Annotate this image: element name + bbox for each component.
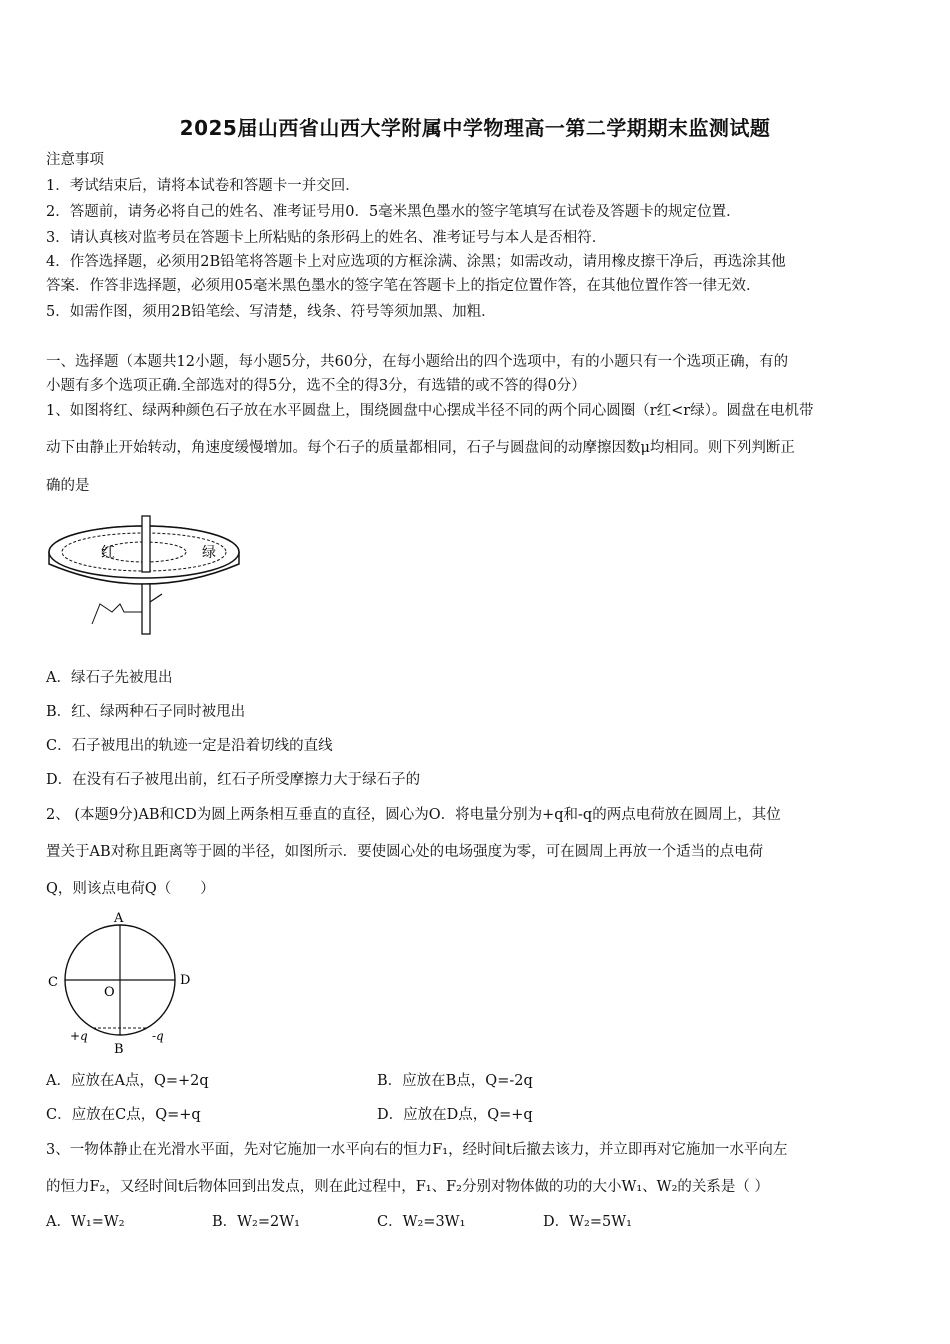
label-C: C [48,975,58,990]
option-c: C．石子被甩出的轨迹一定是沿着切线的直线 [46,738,333,754]
notice-item: 4．作答选择题，必须用2B铅笔将答题卡上对应选项的方框涂满、涂黑；如需改动，请用橡皮擦干净后，再选涂其他 [46,254,786,270]
notice-heading: 注意事项 [46,152,104,168]
notice-item: 答案．作答非选择题，必须用05毫米黑色墨水的签字笔在答题卡上的指定位置作答，在其他位置作答一律无效． [46,278,761,294]
question-2-text: Q，则该点电荷Q（ ） [46,881,215,897]
notice-item: 5．如需作图，须用2B铅笔绘、写清楚，线条、符号等须加黑、加粗． [46,304,496,320]
question-3-text: 3、一物体静止在光滑水平面，先对它施加一水平向右的恒力F₁，经时间t后撤去该力，并立即再对它施加一水平向左 [46,1142,788,1158]
label-O: O [104,985,115,1000]
question-2-text: 置关于AB对称且距离等于圆的半径，如图所示．要使圆心处的电场强度为零，可在圆周上再放一个适当的点电荷 [46,844,764,860]
page-title: 2025届山西省山西大学附属中学物理高一第二学期期末监测试题 [179,116,771,140]
label-plus-q: +q [70,1029,88,1043]
label-D: D [180,973,191,988]
question-1-text: 1、如图将红、绿两种颜色石子放在水平圆盘上，围绕圆盘中心摆成半径不同的两个同心圆圈（r红<r绿）。圆盘在电机带 [46,403,814,419]
label-B: B [114,1042,124,1057]
option-c: C．W₂=3W₁ [377,1214,466,1230]
option-a: A．应放在A点，Q=+2q [46,1073,209,1089]
notice-item: 1．考试结束后，请将本试卷和答题卡一并交回． [46,178,360,194]
option-c: C．应放在C点，Q=+q [46,1107,201,1123]
rotating-disc-figure [44,512,249,637]
circle-charges-figure [44,908,204,1060]
option-b: B．W₂=2W₁ [212,1214,300,1230]
question-2-text: 2、 (本题9分)AB和CD为圆上两条相互垂直的直径，圆心为O．将电量分别为+q和-q的两点电荷放在圆周上，其位 [46,807,781,823]
notice-item: 2．答题前，请务必将自己的姓名、准考证号用0．5毫米黑色墨水的签字笔填写在试卷及答题卡的规定位置． [46,204,741,220]
option-d: D．在没有石子被甩出前，红石子所受摩擦力大于绿石子的 [46,772,421,788]
question-1-text: 动下由静止开始转动，角速度缓慢增加。每个石子的质量都相同，石子与圆盘间的动摩擦因数μ均相同。则下列判断正 [46,440,795,456]
option-a: A．绿石子先被甩出 [46,670,173,686]
option-d: D．应放在D点，Q=+q [377,1107,533,1123]
label-green: 绿 [202,545,216,561]
option-b: B．红、绿两种石子同时被甩出 [46,704,246,720]
question-1-text: 确的是 [46,478,90,494]
question-3-text: 的恒力F₂，又经时间t后物体回到出发点，则在此过程中，F₁、F₂分别对物体做的功的大小W₁、W₂的关系是（ ） [46,1179,769,1195]
section-instructions: 一、选择题（本题共12小题，每小题5分，共60分，在每小题给出的四个选项中，有的小题只有一个选项正确，有的 [46,354,789,370]
notice-item: 3．请认真核对监考员在答题卡上所粘贴的条形码上的姓名、准考证号与本人是否相符． [46,230,607,246]
label-minus-q: -q [152,1029,164,1043]
option-a: A．W₁=W₂ [46,1214,125,1230]
label-red: 红 [101,545,115,561]
option-b: B．应放在B点，Q=-2q [377,1073,533,1089]
section-instructions: 小题有多个选项正确.全部选对的得5分，选不全的得3分，有选错的或不答的得0分） [46,378,586,394]
label-A: A [114,911,124,926]
option-d: D．W₂=5W₁ [543,1214,632,1230]
